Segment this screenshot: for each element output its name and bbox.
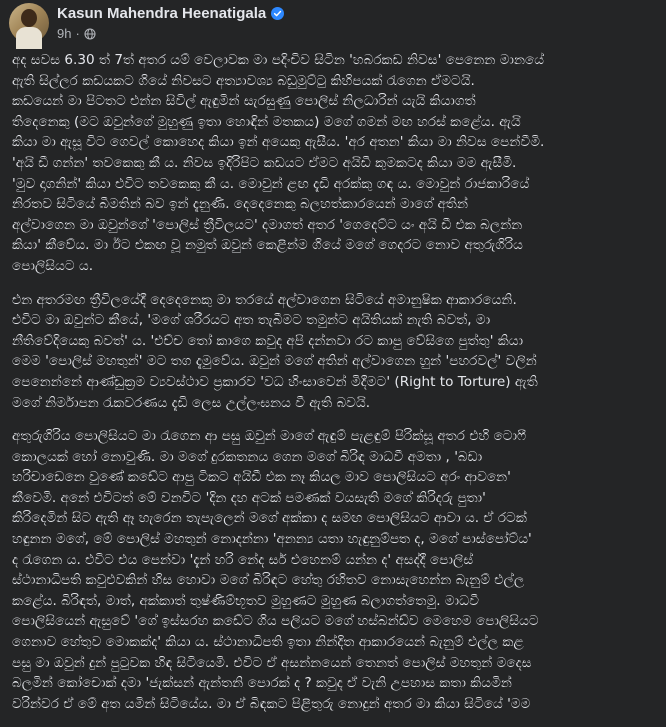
post-paragraph-2: එන අතරමඟ ත්‍රීවිලයේදී දෙදෙනෙකු මා තරයේ අල්වාගෙන සිටියේ අමානුෂික ආකාරයෙනි. එවිට මා ඔවුන්ට කීයේ, 'මගේ ශරීරයට අත තැබීමට තමුන්ට අයිතියක් නැති බවත්, මා නීතිවේදියෙකු බවත්' ය. 'එච්ච තෝ කාගෙ කවුද අපි දන්නවා රට කාපු වේසිගෙ පුත්තු' කියා මෙම 'පොලිස් මහතුන්' මට තග දැමුවේය. ඔවුන් මගේ අතින් අල්වාගෙන හුන් 'පහරවල්' වලින් පෙනෙන්නේ ආණ්ඩුක්‍රම ව්‍යවස්ථාව ප්‍රකාරව 'වධ හිංසාවෙන් මිදීමට' (Right to Torture) ඇති මගේ නිර්මාපන රැකවරණය දැඩි ලෙස උල්ලංඝනය වී ඇති බවයි. [12, 291, 538, 411]
post-paragraph-1: අද සවස 6.30 ත් 7ත් අතර යම් වෙලාවක මා පදිංචිව සිටින 'හබරකඩ නිවස' පෙනෙන මානයේ ඇති සිල්ලර කඩයකට ගියේ නිවසට අත්‍යාවශ්‍ය බඩුමුට්ටු කිහිපයක් රැගෙන ඒමටයි. කඩයෙන් මා පිටතට එන්න සිවිල් ඇඳුමින් සැරසුණු පොලිස් නිලධාරින් යැයි කියාගත් තිදෙනෙකු (මට ඔවුන්ගේ මුහුණු ඉතා හොඳින් මතකය) මගේ ගමන් මඟ හරස් කළේය. ඇයි කියා මා ඇසූ විට ගෙවල් කොහෙද කියා ඉන් අයෙකු ඇසීය. 'අර අතන' කියා මා නිවස පෙන්වීමි. 'අයි ඩී ගන්න' තවකෙකු කී ය. නිවස ඉදිරිපිට කඩයට ඒමට අයිඩී කුමකටද කියා මම ඇසීමි. 'මුව දාගනින්' කියා එවිට තවකෙකු කී ය. මොවුන් ළඟ දැඩි අරක්කු ගඳ ය. මොවුන් රාජකාරියේ නිරතව සිටියේ බීමතින් බව ඉන් දැනුණි. දෙදෙනෙකු බලහත්කාරයෙන් මාගේ අතින් අල්වාගෙන මා ඔවුන්ගේ 'පොලිස් ත්‍රීවිලයට' දමාගත් අතර 'ගෙදෙට්ට යං අයි ඩී එක බලන්න කියා' කීවේය. මා ඊට එකඟ වූ නමුත් ඔවුන් කෙළින්ම ගියේ මගේ ගෙදරට නොව අතුරුගිරිය පොලිසියට ය. [12, 52, 545, 274]
author-name-row [57, 4, 284, 23]
post-subline [57, 26, 284, 41]
post-paragraph-3: අතුරුගිරිය පොලිසියට මා රැගෙන ආ පසු ඔවුන් මාගේ ඇඳුම් පැළඳුම් පිරික්සූ අතර එහි ටොෆී කොලයක් හෝ නොවුණි. මා මගේ දුරකතනය ගෙන මගේ බිරිඳ මාධවී අමතා , 'බඩා හරිචාඩෙනෙ වුණේ කඩේට ආපු ටිකට අයිඩී එක නෑ කියල මාව පොලිසියට අරං ආවනෙ' කීවෙමි. අනේ එවිටත් මේ වනවිට 'දින දහ අටක් පමණක් වයසැති මගේ කිරිදරු පුතා' කිරිදෙමින් සිට ඇති ඈ හැරෙන තැපැලෙන් මගේ අක්කා ද සමඟ පොලිසියට ආවා ය. ඒ රටක් හඳුනන මගේ, මේ පොලිස් මහතුන් නොදන්නා 'අනන්‍ය යතා හැඳුනුම්පත ද, මගේ පාස්පෝට්ය' ද රැගෙන ය. එවිට එය පෙන්වා 'දැන් හරි නේද සර් එහෙනම් යන්න ද' අසද්දී පොලිස් ස්ථානාධිපති කවුළුවකින් හිස හොවා මගේ බිරිඳට හේතු රහිතව නොසැහෙන්න බැනුම් එල්ල කළේය. බිරිඳත්, මාත්, අක්කාත් තුෂ්ණිම්භූතව මුහුණට මුහුණ බලාගත්තෙමු. මාධවී පොලිසියෙන් ඇසුවේ 'ගේ ඉස්සරහ කඩේට ගිය පලියට මගේ හස්බන්ඩ්ව මෙහෙම පොලිසියට ගෙනාව හේතුව මොකක්ද' කියා ය. ස්ථානාධිපති ඉතා නින්දිත ආකාරයෙන් බැනුම් එල්ල කළ පසු මා ඔවුන් දුන් පුටුවක හිඳ සිටියෙමි. එවිට ඒ අසන්නයෙන් තෙනත් පොලිස් මහතුන් මදෙස බලමින් කෝචොක් දමා 'ජැක්සන් ඇන්තනි පොරක් ද ? කවුද ඒ වැනි උපහාස කතා කියමින් වරින්වර ඒ මේ අත යමින් සිටියේය. මා ඒ බිඳකට පිළිතුරු නොදුන් අතර මා කියා සිටියේ 'මම [12, 428, 539, 712]
post-header [9, 3, 284, 43]
verified-badge-icon [271, 7, 284, 20]
post-timestamp[interactable]: 9h [57, 26, 72, 41]
post-body [12, 50, 662, 727]
globe-icon[interactable] [84, 28, 96, 40]
author-avatar[interactable] [9, 3, 49, 43]
separator-dot: · [75, 26, 80, 41]
post-meta [57, 4, 284, 41]
author-name[interactable]: Kasun Mahendra Heenatigala [57, 5, 267, 22]
